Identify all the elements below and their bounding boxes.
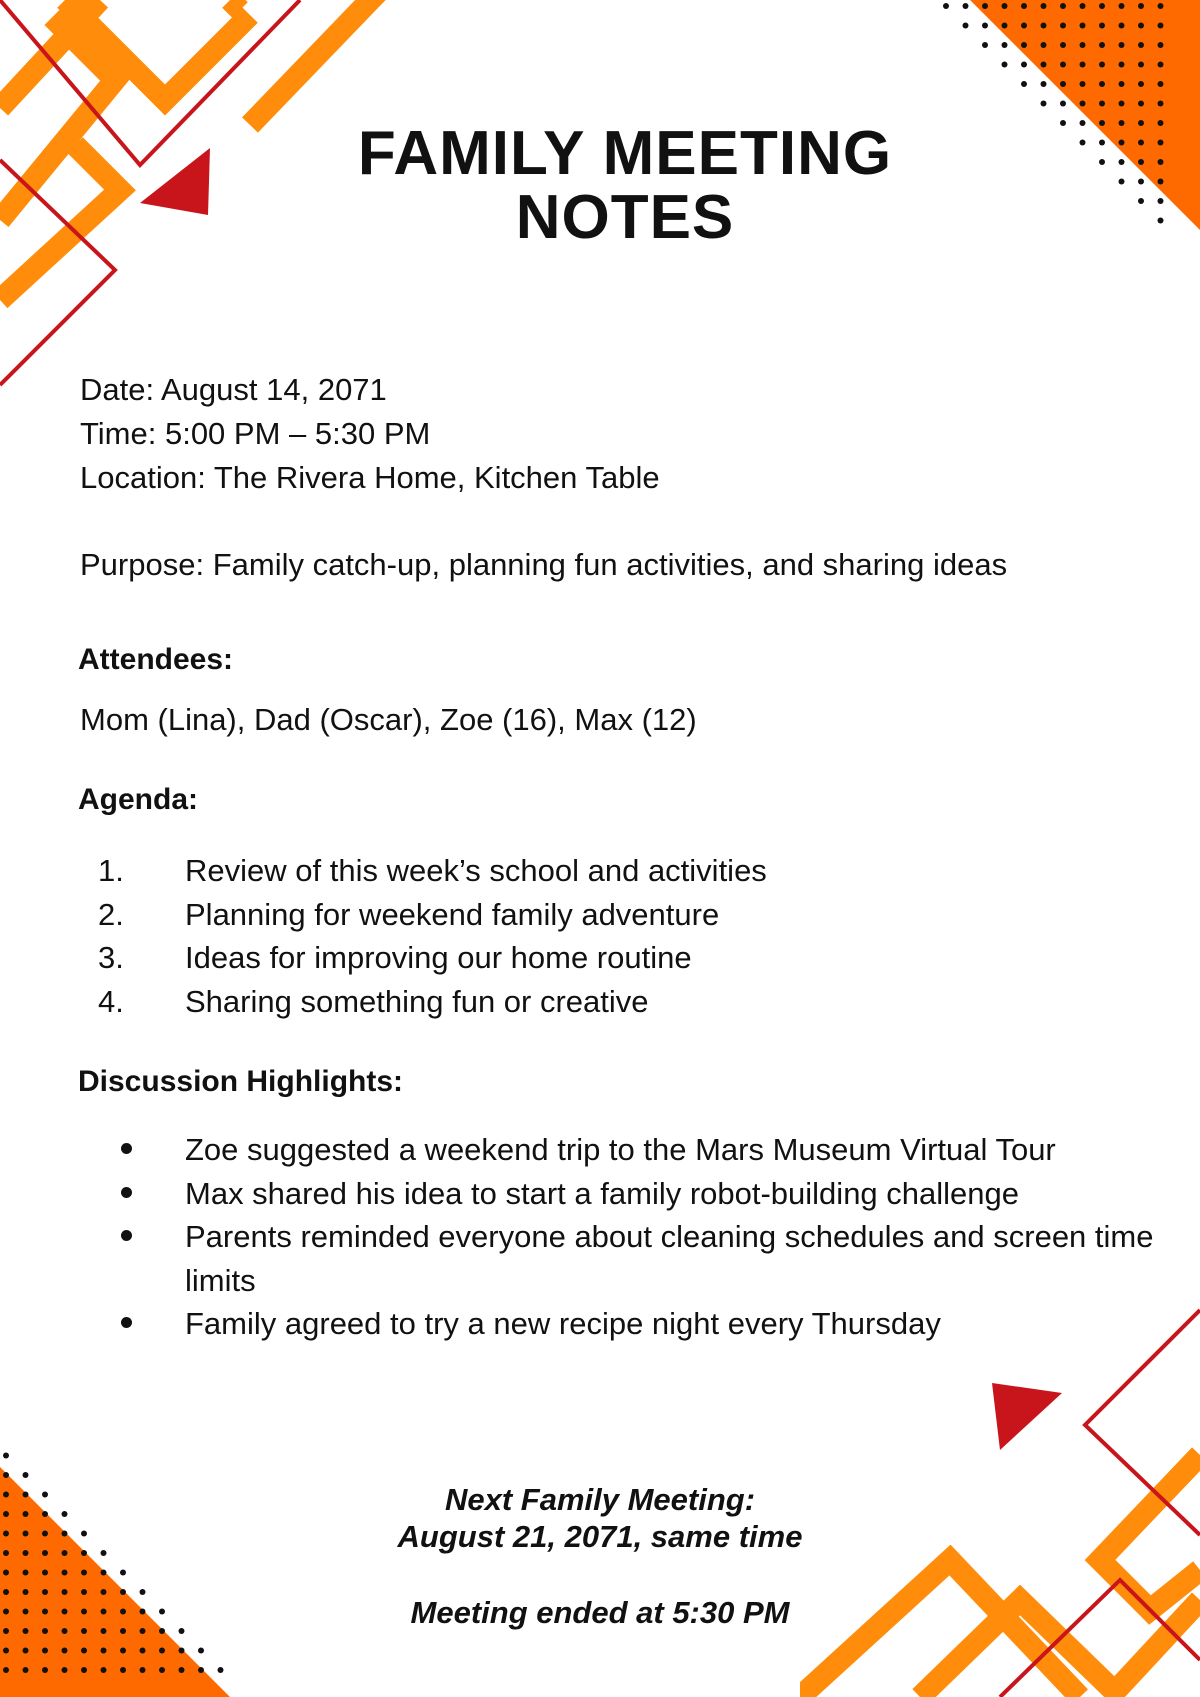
agenda-item [80,936,1180,980]
halftone-dot [1002,62,1008,68]
halftone-dot [1158,101,1164,107]
page-title [0,119,1200,252]
agenda-item-number: 1. [98,853,124,888]
halftone-dot [3,1667,9,1673]
halftone-dot [101,1570,107,1576]
highlights-heading: Discussion Highlights: [78,1065,404,1098]
attendees-list: Mom (Lina), Dad (Oscar), Zoe (16), Max (12) [80,702,697,737]
halftone-dot [1158,81,1164,87]
bullet-icon [121,1187,132,1198]
highlights-list [80,1128,1165,1346]
agenda-item [80,849,1180,893]
halftone-dot [1021,81,1027,87]
highlight-item [80,1215,1165,1302]
halftone-dot [159,1667,165,1673]
halftone-dot [23,1472,29,1478]
halftone-dot [159,1648,165,1654]
halftone-dot [179,1667,185,1673]
halftone-dot [120,1667,126,1673]
highlight-item [80,1302,1165,1346]
halftone-dot [3,1453,9,1459]
halftone-dot [963,3,969,9]
halftone-dot [982,3,988,9]
agenda-item-number: 4. [98,983,124,1019]
halftone-dot [1158,23,1164,29]
halftone-dot [1041,3,1047,9]
halftone-dot [1119,42,1125,48]
halftone-dot [1041,42,1047,48]
meeting-info [80,368,660,500]
halftone-dot [101,1667,107,1673]
highlight-text: Parents reminded everyone about cleaning schedules and screen time limits [185,1219,1154,1298]
next-meeting-date: August 21, 2071, same time [397,1519,803,1554]
halftone-dot [140,1648,146,1654]
halftone-dot [1080,81,1086,87]
halftone-dot [62,1667,68,1673]
halftone-dot [1119,81,1125,87]
agenda-item-number: 3. [98,940,124,975]
halftone-dot [179,1648,185,1654]
halftone-dot [1080,101,1086,107]
halftone-dot [3,1472,9,1478]
meeting-ended: Meeting ended at 5:30 PM [410,1595,790,1630]
title-line-2: NOTES [515,183,735,252]
halftone-dot [1041,62,1047,68]
halftone-dot [982,42,988,48]
meeting-date: Date: August 14, 2071 [80,372,387,407]
agenda-item-text: Planning for weekend family adventure [185,896,720,932]
halftone-dot [81,1570,87,1576]
agenda-item [80,893,1180,937]
highlight-item [80,1172,1165,1216]
halftone-dot [1060,62,1066,68]
halftone-dot [1060,3,1066,9]
halftone-dot [23,1648,29,1654]
agenda-item-text: Review of this week’s school and activities [185,853,767,888]
halftone-dot [1099,3,1105,9]
halftone-dot [3,1648,9,1654]
halftone-dot [1041,23,1047,29]
halftone-dot [982,23,988,29]
halftone-dot [1021,23,1027,29]
halftone-dot [198,1667,204,1673]
halftone-dot [120,1648,126,1654]
halftone-dot [120,1570,126,1576]
halftone-dot [1021,42,1027,48]
halftone-dot [1119,101,1125,107]
halftone-dot [1119,3,1125,9]
halftone-dot [1002,42,1008,48]
halftone-dot [62,1648,68,1654]
halftone-dot [81,1667,87,1673]
halftone-dot [1021,3,1027,9]
halftone-dot [1041,101,1047,107]
halftone-dot [1099,62,1105,68]
halftone-dot [943,3,949,9]
halftone-dot [1119,62,1125,68]
halftone-dot [62,1570,68,1576]
highlight-text: Max shared his idea to start a family robot-building challenge [185,1175,1020,1211]
meeting-purpose: Purpose: Family catch-up, planning fun activities, and sharing ideas [80,547,1008,582]
halftone-dot [140,1667,146,1673]
halftone-dot [23,1570,29,1576]
bullet-icon [121,1230,132,1241]
agenda-item-text: Ideas for improving our home routine [185,940,692,975]
halftone-dot [1138,101,1144,107]
halftone-dot [963,23,969,29]
halftone-dot [1138,62,1144,68]
halftone-dot [23,1667,29,1673]
meeting-location: Location: The Rivera Home, Kitchen Table [80,460,660,495]
agenda-item-number: 2. [98,896,124,932]
agenda-item-text: Sharing something fun or creative [185,983,649,1019]
halftone-dot [1099,23,1105,29]
halftone-dot [1158,62,1164,68]
next-meeting-label: Next Family Meeting: [444,1482,756,1517]
halftone-dot [1060,101,1066,107]
halftone-dot [1060,81,1066,87]
halftone-dot [1099,101,1105,107]
agenda-heading: Agenda: [78,783,198,816]
halftone-dot [1060,42,1066,48]
halftone-dot [42,1570,48,1576]
agenda-item [80,980,1180,1024]
meeting-time: Time: 5:00 PM – 5:30 PM [80,416,431,451]
halftone-dot [1158,3,1164,9]
halftone-dot [1080,23,1086,29]
attendees-heading: Attendees: [78,643,234,676]
bullet-icon [121,1317,132,1328]
halftone-dot [1138,23,1144,29]
halftone-dot [1021,62,1027,68]
bullet-icon [121,1143,132,1154]
halftone-dot [1099,42,1105,48]
halftone-dot [1002,3,1008,9]
halftone-dot [3,1570,9,1576]
highlight-item [80,1128,1165,1172]
halftone-dot [1119,23,1125,29]
halftone-dot [198,1648,204,1654]
halftone-dot [1002,23,1008,29]
halftone-dot [42,1667,48,1673]
highlight-text: Family agreed to try a new recipe night every Thursday [185,1306,941,1341]
halftone-dot [42,1648,48,1654]
agenda-list [80,849,1180,1023]
halftone-dot [1080,42,1086,48]
halftone-dot [1158,42,1164,48]
halftone-dot [1080,62,1086,68]
halftone-dot [1138,3,1144,9]
halftone-dot [81,1648,87,1654]
bottom-left-decoration [0,1430,270,1697]
highlight-text: Zoe suggested a weekend trip to the Mars Museum Virtual Tour [185,1132,1056,1167]
halftone-dot [1099,81,1105,87]
title-line-1: FAMILY MEETING [357,119,893,188]
halftone-dot [1138,81,1144,87]
halftone-dot [1138,42,1144,48]
halftone-dot [218,1667,224,1673]
halftone-dot [1060,23,1066,29]
halftone-dot [1041,81,1047,87]
halftone-dot [101,1648,107,1654]
halftone-dot [1080,3,1086,9]
